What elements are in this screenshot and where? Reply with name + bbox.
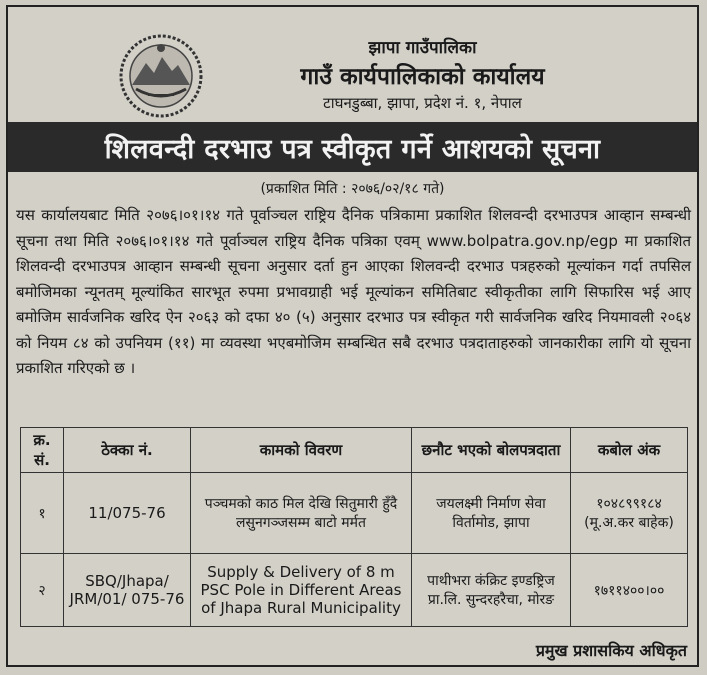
header-amount: कबोल अंक (571, 428, 688, 473)
header-serial: क्र. सं. (21, 428, 64, 473)
municipality-name: झापा गाउँपालिका (368, 38, 477, 58)
notice (6, 5, 699, 667)
header-description: कामको विवरण (191, 428, 412, 473)
award-table (20, 427, 688, 627)
header-bidder: छनौट भएको बोलपत्रदाता (412, 428, 571, 473)
cell-amount: १७११४००।०० (571, 554, 688, 627)
cell-serial: १ (21, 473, 64, 554)
office-address: टाघनडुब्बा, झापा, प्रदेश नं. १, नेपाल (323, 94, 522, 112)
table-row (21, 473, 688, 554)
cell-description: पञ्चमको काठ मिल देखि सितुमारी हुँदै लसुनगञ्जसम्म बाटो मर्मत (191, 473, 412, 554)
signature-title: प्रमुख प्रशासकिय अधिकृत (535, 641, 687, 660)
cell-serial: २ (21, 554, 64, 627)
office-name: गाउँ कार्यपालिकाको कार्यालय (300, 64, 545, 90)
published-date: (प्रकाशित मिति : २०७६/०२/१८ गते) (260, 181, 445, 197)
header-contract-no: ठेक्का नं. (64, 428, 191, 473)
cell-bidder: जयलक्ष्मी निर्माण सेवा विर्तामोड, झापा (412, 473, 571, 554)
cell-description: Supply & Delivery of 8 m PSC Pole in Different Areas of Jhapa Rural Municipality (191, 554, 412, 627)
notice-body: यस कार्यालयबाट मिति २०७६।०१।१४ गते पूर्वाञ्चल राष्ट्रिय दैनिक पत्रिकामा प्रकाशित शिलवन्दी दरभाउपत्र आव्हान सम्बन्धी सूचना तथा मिति २०७६।०१।१४ गते पूर्वाञ्चल राष्ट्रिय दैनिक पत्रिका एवम् www.bolpatra.gov.np/egp मा प्रकाशित शिलवन्दी दरभाउपत्र आव्हान सम्बन्धी सूचना अनुसार दर्ता हुन आएका शिलवन्दी दरभाउ पत्रहरुको मूल्यांकन गर्दा तपसिल बमोजिमका न्यूनतम् मूल्यांकित सारभूत रुपमा प्रभावग्राही भई मूल्यांकन समितिबाट स्वीकृतीका लागि सिफारिस भई आए बमोजिम सार्वजनिक खरिद ऐन २०६३ को दफा ४० (५) अनुसार दरभाउ पत्र स्वीकृत गरी सार्वजनिक खरिद नियमावली २०६४ को नियम ८४ को उपनियम (११) मा व्यवस्था भएबमोजिम सम्बन्धित सबै दरभाउ पत्रदाताहरुको जानकारीका लागि यो सूचना प्रकाशित गरिएको छ । (16, 206, 691, 377)
notice-title: शिलवन्दी दरभाउ पत्र स्वीकृत गर्ने आशयको सूचना (8, 122, 697, 172)
cell-bidder: पाथीभरा कंक्रिट इण्डष्ट्रिज प्रा.लि. सुन्दरहरैचा, मोरङ (412, 554, 571, 627)
cell-amount: १०४८९९१८४ (मू.अ.कर बाहेक) (571, 473, 688, 554)
cell-contract-no: 11/075-76 (64, 473, 191, 554)
cell-contract-no: SBQ/Jhapa/ JRM/01/ 075-76 (64, 554, 191, 627)
table-row (21, 554, 688, 627)
table-header-row (21, 428, 688, 473)
